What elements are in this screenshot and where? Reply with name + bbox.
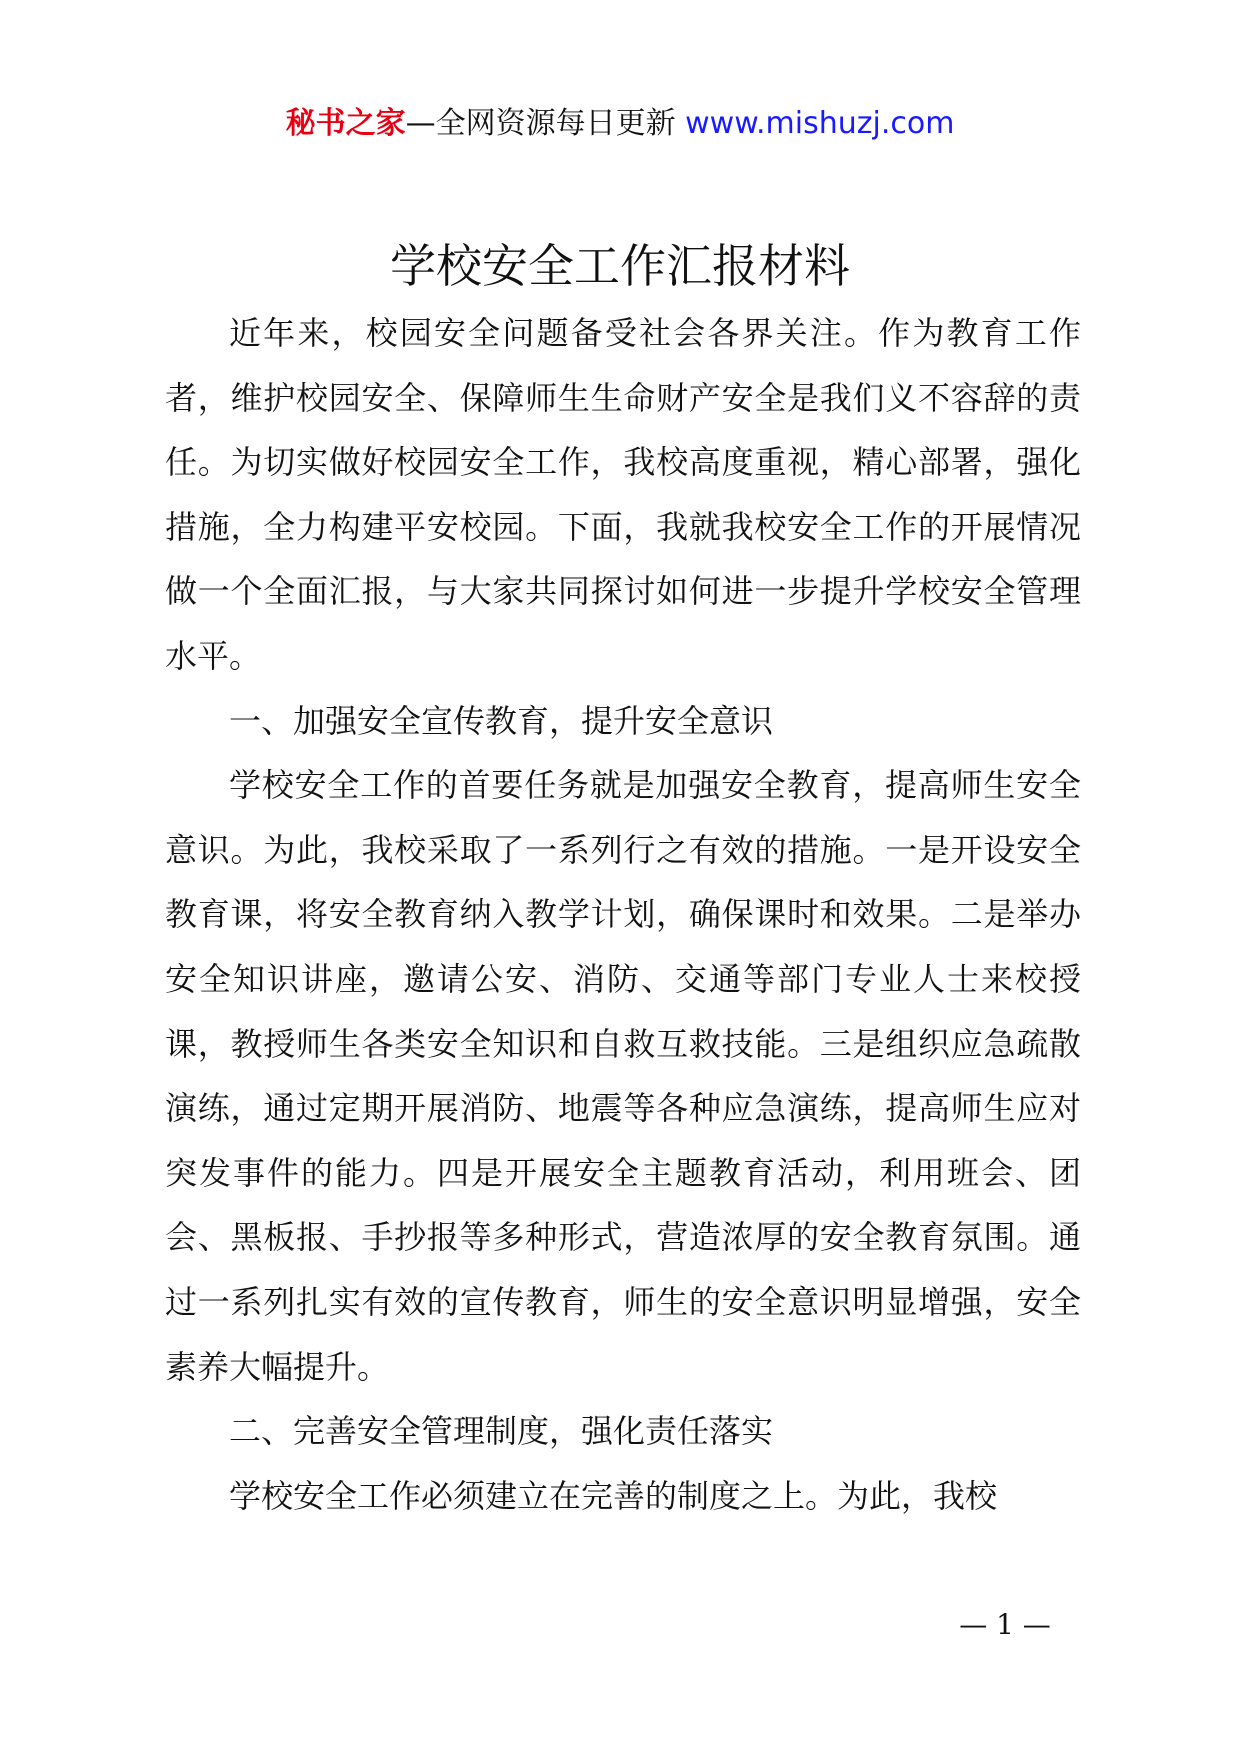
section-heading-1: 一、加强安全宣传教育，提升安全意识 <box>229 701 774 740</box>
section-1-paragraph: 学校安全工作的首要任务就是加强安全教育，提高师生安全意识。为此，我校采取了一系列行之有效的措施。一是开设安全教育课，将安全教育纳入教学计划，确保课时和效果。二是举办安全知识讲座，邀请公安、消防、交通等部门专业人士来校授课，教授师生各类安全知识和自救互救技能。三是组织应急疏散演练，通过定期开展消防、地震等各种应急演练，提高师生应对突发事件的能力。四是开展安全主题教育活动，利用班会、团会、黑板报、手抄报等多种形式，营造浓厚的安全教育氛围。通过一系列扎实有效的宣传教育，师生的安全意识明显增强，安全素养大幅提升。 <box>165 766 1081 1386</box>
site-brand: 秘书之家 <box>285 106 406 141</box>
intro-paragraph: 近年来，校园安全问题备受社会各界关注。作为教育工作者，维护校园安全、保障师生生命财产安全是我们义不容辞的责任。为切实做好校园安全工作，我校高度重视，精心部署，强化措施，全力构建平安校园。下面，我就我校安全工作的开展情况做一个全面汇报，与大家共同探讨如何进一步提升学校安全管理水平。 <box>165 314 1081 675</box>
site-banner <box>0 100 1240 148</box>
page-number: — 1 — <box>959 1608 1051 1641</box>
site-url-link[interactable]: www.mishuzj.com <box>685 106 955 141</box>
section-2-paragraph: 学校安全工作必须建立在完善的制度之上。为此，我校 <box>229 1476 998 1515</box>
site-tagline: —全网资源每日更新 <box>405 106 676 141</box>
document-body <box>165 301 1081 1528</box>
section-heading-2: 二、完善安全管理制度，强化责任落实 <box>229 1412 774 1451</box>
document-title: 学校安全工作汇报材料 <box>390 239 850 293</box>
